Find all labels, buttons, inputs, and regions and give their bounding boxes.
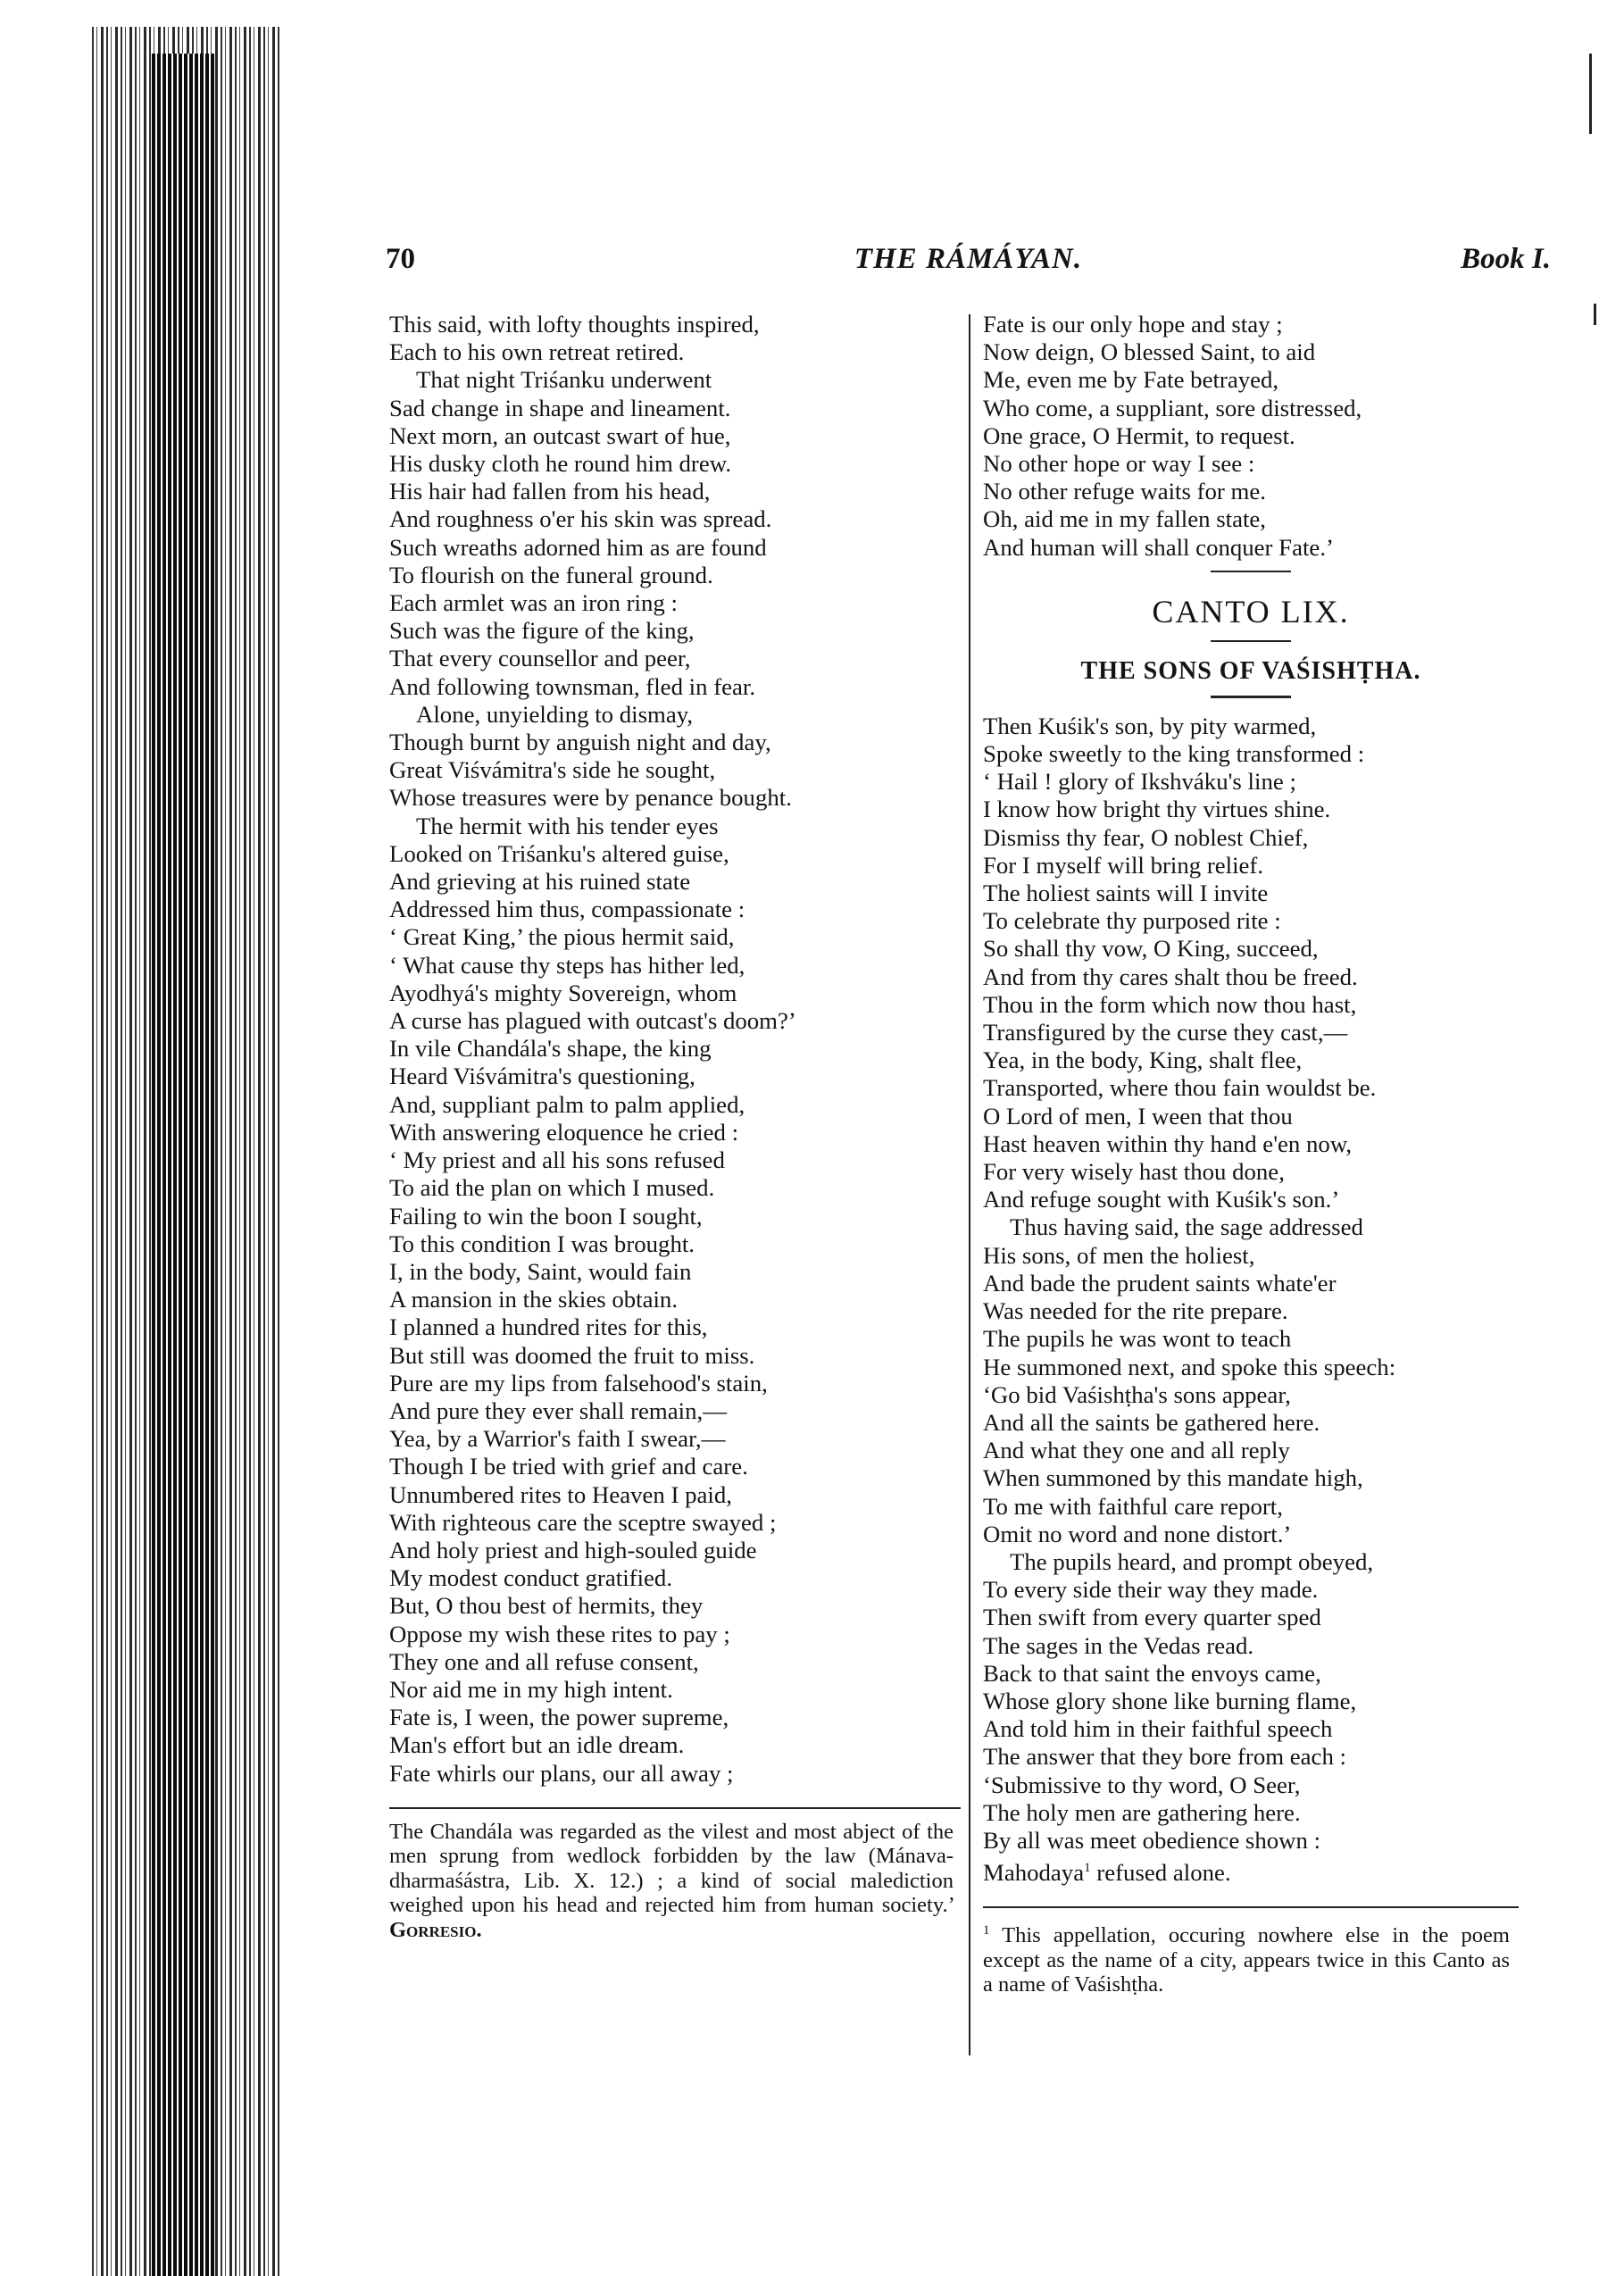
verse-line: Fate whirls our plans, our all away ; — [389, 1759, 734, 1787]
verse-line: To every side their way they made. — [983, 1576, 1319, 1604]
left-verse-block — [389, 311, 961, 1788]
verse-line: They one and all refuse consent, — [389, 1647, 699, 1675]
verse-line: Thou in the form which now thou hast, — [983, 990, 1357, 1018]
footnote-divider — [983, 1906, 1519, 1908]
verse-line: And bade the prudent saints whate'er — [983, 1269, 1337, 1296]
canto-heading: CANTO LIX. — [1152, 593, 1350, 629]
verse-line: Dismiss thy fear, O noblest Chief, — [983, 823, 1309, 851]
verse-line: Each armlet was an iron ring : — [389, 589, 678, 617]
verse-line: Oh, aid me in my fallen state, — [983, 505, 1267, 533]
canto-subtitle: THE SONS OF VAŚISHṬHA. — [1080, 656, 1421, 685]
left-footnote — [389, 1820, 954, 1943]
verse-line: Failing to win the boon I sought, — [389, 1202, 703, 1230]
verse-line: Spoke sweetly to the king transformed : — [983, 740, 1365, 768]
verse-line: ‘ My priest and all his sons refused — [389, 1146, 725, 1174]
verse-line: Man's effort but an idle dream. — [389, 1731, 685, 1759]
verse-line: Was needed for the rite prepare. — [983, 1297, 1288, 1325]
verse-line: ‘ Hail ! glory of Ikshváku's line ; — [983, 768, 1296, 796]
verse-line: Whose treasures were by penance bought. — [389, 784, 792, 812]
verse-line-final-rest: refused alone. — [1090, 1859, 1231, 1887]
verse-line: ‘Submissive to thy word, O Seer, — [983, 1771, 1301, 1798]
verse-line: A curse has plagued with outcast's doom?’ — [389, 1007, 796, 1035]
verse-line: Heard Viśvámitra's questioning, — [389, 1063, 695, 1090]
verse-line: And following townsman, fled in fear. — [389, 672, 756, 700]
verse-line: One grace, O Hermit, to request. — [983, 421, 1295, 449]
verse-line: Fate is our only hope and stay ; — [983, 311, 1283, 338]
verse-line: So shall thy vow, O King, succeed, — [983, 935, 1319, 963]
verse-line: That night Triśanku underwent — [416, 366, 712, 394]
verse-line: Such wreaths adorned him as are found — [389, 533, 767, 561]
verse-line: He summoned next, and spoke this speech: — [983, 1353, 1396, 1380]
subtitle-rule — [1211, 696, 1291, 698]
verse-line: To celebrate thy purposed rite : — [983, 907, 1281, 935]
footnote-author: Gorresio. — [389, 1917, 482, 1942]
verse-line: This said, with lofty thoughts inspired, — [389, 311, 760, 338]
verse-line: Nor aid me in my high intent. — [389, 1675, 673, 1703]
footnote-number: 1 — [983, 1923, 990, 1938]
verse-line: A mansion in the skies obtain. — [389, 1286, 679, 1313]
book-spine-shadow — [152, 54, 214, 2276]
verse-line: But, O thou best of hermits, they — [389, 1592, 704, 1620]
verse-line: Great Viśvámitra's side he sought, — [389, 756, 716, 784]
verse-line: Each to his own retreat retired. — [389, 338, 685, 366]
verse-line: And from thy cares shalt thou be freed. — [983, 963, 1358, 990]
verse-line: And pure they ever shall remain,— — [389, 1396, 728, 1424]
verse-line: His dusky cloth he round him drew. — [389, 450, 732, 478]
left-column — [389, 311, 961, 1942]
verse-line: The hermit with his tender eyes — [416, 812, 719, 839]
scan-edge-mark — [1589, 54, 1592, 134]
right-verse-block-top — [983, 311, 1519, 562]
right-verse-block-main — [983, 713, 1519, 1855]
column-divider — [969, 314, 970, 2055]
verse-line: ‘Go bid Vaśishṭha's sons appear, — [983, 1380, 1291, 1408]
verse-line: And all the saints be gathered here. — [983, 1408, 1320, 1436]
verse-line: ‘ What cause thy steps has hither led, — [389, 951, 745, 979]
book-label: Book I. — [1461, 243, 1551, 275]
verse-line: The pupils he was wont to teach — [983, 1325, 1292, 1353]
verse-line: But still was doomed the fruit to miss. — [389, 1341, 755, 1369]
verse-line-final — [983, 1855, 1519, 1887]
verse-line: I, in the body, Saint, would fain — [389, 1257, 692, 1285]
verse-line: Unnumbered rites to Heaven I paid, — [389, 1480, 732, 1508]
verse-line: Alone, unyielding to dismay, — [416, 700, 694, 728]
verse-line: For very wisely hast thou done, — [983, 1158, 1285, 1186]
right-footnote — [983, 1919, 1510, 1997]
verse-line: Yea, in the body, King, shalt flee, — [983, 1046, 1303, 1074]
verse-line: His sons, of men the holiest, — [983, 1241, 1255, 1269]
verse-line: Then Kuśik's son, by pity warmed, — [983, 712, 1317, 739]
verse-line: And roughness o'er his skin was spread. — [389, 505, 772, 533]
verse-line: And refuge sought with Kuśik's son.’ — [983, 1186, 1340, 1213]
verse-line: The holy men are gathering here. — [983, 1798, 1301, 1826]
page-header — [386, 243, 1551, 288]
verse-line: By all was meet obedience shown : — [983, 1826, 1321, 1854]
verse-line: Transported, where thou fain wouldst be. — [983, 1074, 1377, 1102]
verse-line: Who come, a suppliant, sore distressed, — [983, 394, 1362, 421]
verse-line: In vile Chandála's shape, the king — [389, 1035, 712, 1063]
verse-line: To aid the plan on which I mused. — [389, 1174, 715, 1202]
section-separator — [1211, 571, 1291, 572]
verse-line: Omit no word and none distort.’ — [983, 1520, 1292, 1547]
page-number: 70 — [386, 243, 415, 275]
verse-line: The sages in the Vedas read. — [983, 1631, 1254, 1659]
verse-line: Me, even me by Fate betrayed, — [983, 366, 1279, 394]
verse-line: Whose glory shone like burning flame, — [983, 1687, 1357, 1714]
verse-line: And told him in their faithful speech — [983, 1715, 1333, 1743]
verse-line: Looked on Triśanku's altered guise, — [389, 839, 729, 867]
verse-line: To me with faithful care report, — [983, 1492, 1283, 1520]
verse-line: And holy priest and high-souled guide — [389, 1536, 757, 1563]
verse-line: With righteous care the sceptre swayed ; — [389, 1508, 777, 1536]
footnoted-name: Mahodaya — [983, 1859, 1085, 1887]
running-title: THE RÁMÁYAN. — [854, 243, 1083, 275]
verse-line: To flourish on the funeral ground. — [389, 561, 713, 588]
verse-line: Sad change in shape and lineament. — [389, 394, 731, 421]
verse-line: No other refuge waits for me. — [983, 478, 1266, 505]
verse-line: For I myself will bring relief. — [983, 851, 1264, 879]
verse-line: The answer that they bore from each : — [983, 1743, 1346, 1771]
verse-line: Thus having said, the sage addressed — [1010, 1213, 1363, 1241]
footnote-text: The Chandála was regarded as the vilest and most abject of the men sprung from wedlock forbidden by the law (Mánava-dharmaśástra, Lib. X. 12.) ; a kind of social malediction weighed upon his head and rejected him from human society.’ — [389, 1819, 954, 1918]
footnote-divider — [389, 1807, 961, 1809]
right-column — [983, 311, 1519, 1997]
verse-line: Pure are my lips from falsehood's stain, — [389, 1369, 768, 1396]
verse-line: Hast heaven within thy hand e'en now, — [983, 1130, 1353, 1157]
verse-line: With answering eloquence he cried : — [389, 1118, 739, 1146]
verse-line: Oppose my wish these rites to pay ; — [389, 1620, 730, 1647]
verse-line: Then swift from every quarter sped — [983, 1604, 1321, 1631]
verse-line: Though burnt by anguish night and day, — [389, 729, 771, 756]
verse-line: The holiest saints will I invite — [983, 880, 1269, 907]
footnote-mark: 1 — [1084, 1861, 1091, 1876]
verse-line: The pupils heard, and prompt obeyed, — [1010, 1547, 1374, 1575]
verse-line: My modest conduct gratified. — [389, 1564, 673, 1592]
verse-line: Back to that saint the envoys came, — [983, 1659, 1321, 1687]
footnote-text: This appellation, occuring nowhere else in the poem except as the name of a city, appears twice in this Canto as a name of Vaśishṭha. — [983, 1923, 1510, 1997]
verse-line: Ayodhyá's mighty Sovereign, whom — [389, 979, 737, 1006]
verse-line: Addressed him thus, compassionate : — [389, 896, 745, 923]
scan-margin-mark — [1594, 304, 1596, 325]
verse-line: To this condition I was brought. — [389, 1230, 695, 1257]
verse-line: And human will shall conquer Fate.’ — [983, 533, 1334, 561]
verse-line: I know how bright thy virtues shine. — [983, 796, 1331, 823]
verse-line: ‘ Great King,’ the pious hermit said, — [389, 923, 735, 951]
verse-line: Now deign, O blessed Saint, to aid — [983, 338, 1316, 366]
verse-line: Yea, by a Warrior's faith I swear,— — [389, 1425, 726, 1453]
verse-line: Transfigured by the curse they cast,— — [983, 1019, 1348, 1046]
verse-line: Next morn, an outcast swart of hue, — [389, 421, 731, 449]
verse-line: Though I be tried with grief and care. — [389, 1453, 748, 1480]
verse-line: Fate is, I ween, the power supreme, — [389, 1704, 729, 1731]
verse-line: And what they one and all reply — [983, 1437, 1290, 1464]
verse-line: When summoned by this mandate high, — [983, 1464, 1363, 1492]
verse-line: That every counsellor and peer, — [389, 645, 691, 672]
verse-line: And, suppliant palm to palm applied, — [389, 1090, 745, 1118]
verse-line: I planned a hundred rites for this, — [389, 1313, 708, 1341]
verse-line: O Lord of men, I ween that thou — [983, 1102, 1293, 1130]
verse-line: And grieving at his ruined state — [389, 868, 691, 896]
verse-line: Such was the figure of the king, — [389, 617, 695, 645]
verse-line: No other hope or way I see : — [983, 450, 1255, 478]
verse-line: His hair had fallen from his head, — [389, 478, 711, 505]
heading-rule — [1211, 640, 1291, 642]
